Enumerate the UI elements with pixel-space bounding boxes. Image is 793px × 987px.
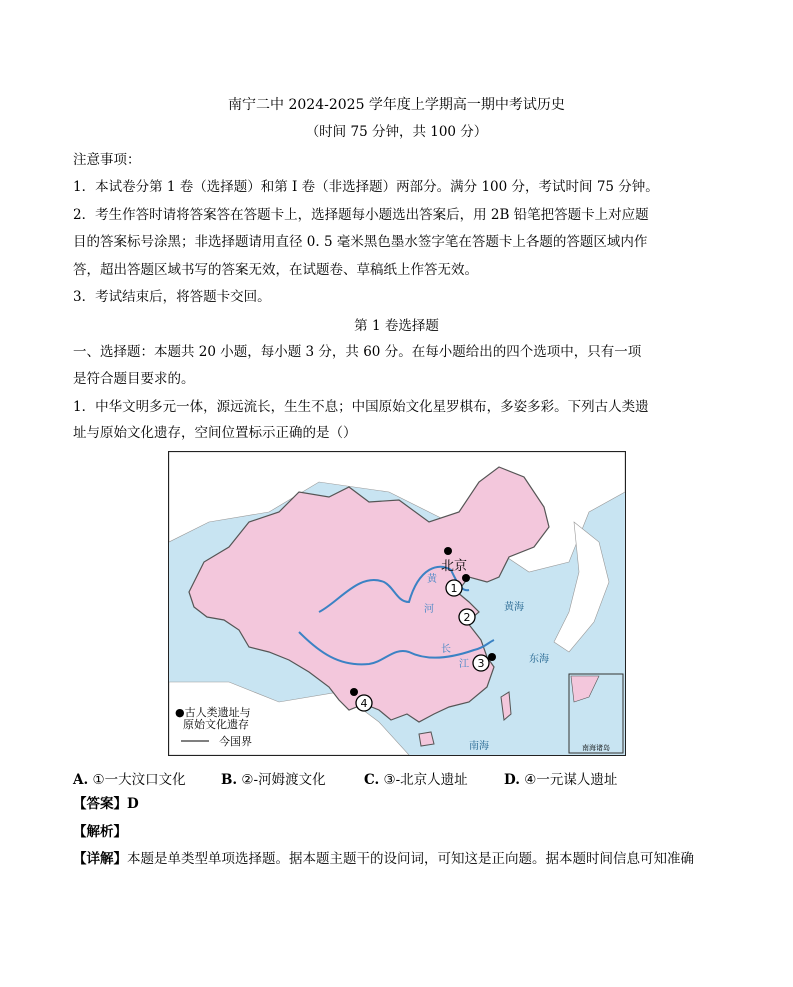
detail-tag: 【详解】 — [73, 851, 127, 867]
river-char-he: 河 — [424, 604, 434, 615]
question-stem-2: 址与原始文化遗存，空间位置标示正确的是（） — [73, 425, 357, 441]
notice-item-2: 2．考生作答时请将答案答在答题卡上，选择题每小题选出答案后，用 2B 铅笔把答题卡上对应题 — [73, 207, 649, 223]
china-map — [168, 451, 626, 756]
sea-label-south: 南海 — [469, 741, 489, 752]
capital-label: 北京 — [441, 559, 468, 574]
sea-label-yellow: 黄海 — [504, 602, 524, 613]
south-sea-inset — [569, 674, 623, 753]
option-b-text: ②-河姆渡文化 — [241, 772, 326, 788]
legend-border: 今国界 — [219, 735, 252, 748]
sea-label-east: 东海 — [529, 654, 549, 665]
marker-1-label: 1 — [450, 582, 458, 595]
analysis-line — [73, 822, 127, 842]
river-char-jiang: 江 — [459, 659, 469, 670]
exam-title: 南宁二中 2024-2025 学年度上学期高一期中考试历史 — [228, 97, 565, 113]
option-b-letter: B. — [221, 772, 238, 788]
marker-4-label: 4 — [360, 697, 368, 710]
question-stem-1: 1．中华文明多元一体，源远流长，生生不息；中国原始文化星罗棋布，多姿多彩。下列古人类遗 — [73, 399, 649, 415]
hainan-island — [419, 732, 434, 746]
notice-item-2-cont2: 答，超出答题区域书写的答案无效，在试题卷、草稿纸上作答无效。 — [73, 262, 478, 278]
river-char-chang: 长 — [441, 644, 451, 655]
inset-label: 南海诸岛 — [582, 744, 610, 752]
option-c[interactable] — [364, 768, 468, 788]
legend-site-line2: 原始文化遗存 — [183, 718, 249, 731]
answer-tag: 【答案】 — [73, 796, 127, 812]
option-b[interactable] — [221, 768, 326, 788]
answer-value: D — [127, 796, 139, 812]
section-intro-2: 是符合题目要求的。 — [73, 371, 195, 387]
option-c-text: ③-北京人遗址 — [383, 772, 468, 788]
option-d-text: ④一元谋人遗址 — [524, 772, 618, 788]
option-d[interactable] — [504, 768, 617, 788]
marker-3-label: 3 — [477, 657, 485, 670]
answer-options — [73, 768, 753, 790]
notice-item-2-cont: 目的答案标号涂黑；非选择题请用直径 0. 5 毫米黑色墨水签字笔在答题卡上各题的答题区域内作 — [73, 234, 648, 250]
exam-subtitle: （时间 75 分钟，共 100 分） — [305, 124, 488, 140]
analysis-tag: 【解析】 — [73, 824, 127, 840]
option-c-letter: C. — [364, 772, 380, 788]
option-a[interactable] — [73, 768, 186, 788]
detail-text: 本题是单类型单项选择题。据本题主题干的设问词，可知这是正向题。据本题时间信息可知准确 — [127, 851, 694, 867]
option-a-letter: A. — [73, 772, 89, 788]
section-intro-1: 一、选择题：本题共 20 小题，每小题 3 分，共 60 分。在每小题给出的四个选项中，只有一项 — [73, 344, 642, 360]
option-d-letter: D. — [504, 772, 520, 788]
legend-site-line1: ●古人类遗址与 — [175, 706, 251, 719]
option-a-text: ①一大汶口文化 — [92, 772, 186, 788]
notice-heading: 注意事项： — [73, 152, 141, 168]
marker-2-label: 2 — [463, 611, 471, 624]
notice-item-1: 1．本试卷分第 1 卷（选择题）和第 I 卷（非选择题）两部分。满分 100 分，考试时间 75 分钟。 — [73, 179, 659, 195]
section-title: 第 1 卷选择题 — [354, 318, 439, 334]
notice-item-3: 3．考试结束后，将答题卡交回。 — [73, 289, 271, 305]
answer-line — [73, 794, 139, 814]
river-char-huang: 黄 — [427, 574, 437, 585]
detail-line — [73, 849, 694, 869]
